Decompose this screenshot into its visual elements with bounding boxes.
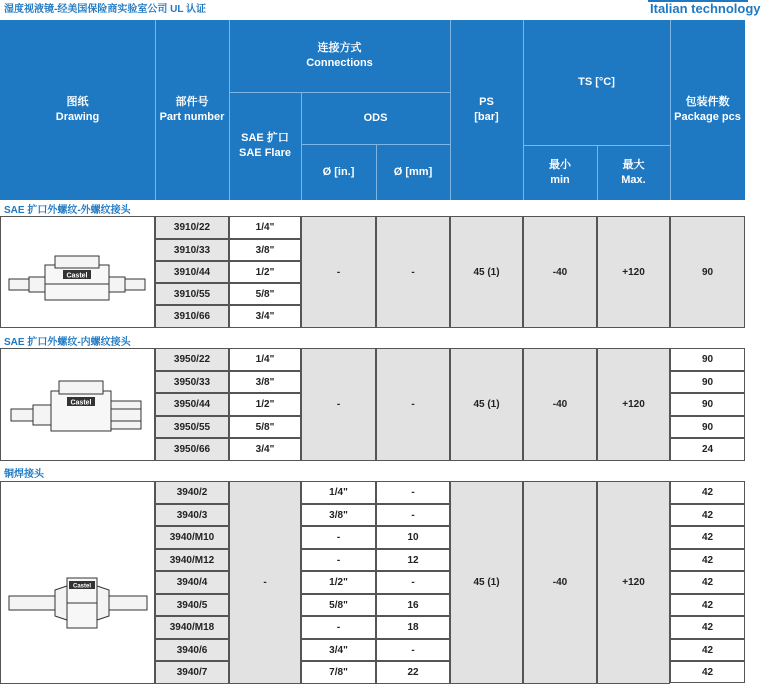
ps-cell: 45 (1) [450,216,523,328]
ods-inch-cell: - [301,216,376,328]
ods-inch-cell: 5/8" [301,594,376,616]
ods-mm-cell: - [376,571,450,594]
ods-mm-cell: - [376,639,450,661]
drawing-cell [0,481,155,684]
header-pkg-cn: 包装件数 [685,96,730,108]
part-number-cell: 3940/4 [155,571,229,594]
header-divider [229,92,450,93]
sae-flare-cell: 3/8" [229,371,301,393]
header-divider [376,144,377,200]
header-divider [670,20,671,200]
part-number-cell: 3940/7 [155,661,229,684]
sae-flare-cell: 1/2" [229,393,301,416]
ods-inch-cell: 3/4" [301,639,376,661]
header-ps-unit: [bar] [474,111,499,123]
header-divider [523,145,670,146]
section-title: SAE 扩口外螺纹-内螺纹接头 [4,337,131,348]
header-ps-label: PS [479,96,494,108]
package-cell: 42 [670,661,745,683]
header-connections [229,20,450,92]
package-cell: 42 [670,639,745,661]
ts-min-cell: -40 [523,481,597,684]
header-max-cn: 最大 [622,158,645,171]
header-divider [155,20,156,200]
ods-inch-cell: - [301,616,376,639]
package-cell: 42 [670,549,745,571]
package-cell: 42 [670,504,745,526]
header-pkg-en: Package pcs [674,111,741,123]
drawing-logo-text: Castel [72,583,91,589]
header-conn-en: Connections [306,57,373,69]
package-cell: 42 [670,571,745,594]
header-drawing-cn: 图纸 [66,96,89,108]
header-min-cn: 最小 [549,158,571,171]
drawing-logo-text: Castel [65,272,88,280]
part-number-cell: 3940/M18 [155,616,229,639]
package-cell: 42 [670,616,745,639]
ods-mm-cell: - [376,216,450,328]
ods-mm-cell: - [376,348,450,461]
sae-flare-cell: 3/4" [229,305,301,328]
sae-flare-cell: 3/8" [229,239,301,261]
section-title: SAE 扩口外螺纹-外螺纹接头 [4,205,131,216]
sight-glass-male-female-drawing [3,353,153,457]
ods-mm-cell: 18 [376,616,450,639]
sae-flare-cell: 1/4" [229,348,301,371]
ts-min-cell: -40 [523,216,597,328]
ods-inch-cell: 1/2" [301,571,376,594]
ts-max-cell: +120 [597,348,670,461]
brand-tagline: Italian technology [650,1,761,16]
header-ods [301,92,450,144]
ods-mm-cell: 22 [376,661,450,684]
ods-inch-cell: 1/4" [301,481,376,504]
header-ts-max [597,145,670,200]
header-part-number [155,20,229,200]
part-number-cell: 3940/M10 [155,526,229,549]
header-ts [523,20,670,145]
ods-mm-cell: - [376,481,450,504]
header-sae-en: SAE Flare [239,147,291,159]
ods-mm-cell: 12 [376,549,450,571]
part-number-cell: 3940/2 [155,481,229,504]
part-number-cell: 3910/55 [155,283,229,305]
header-inch-label: Ø [in.] [322,165,355,178]
header-divider [597,145,598,200]
ods-inch-cell: 7/8" [301,661,376,684]
header-conn-cn: 连接方式 [317,42,362,54]
ts-min-cell: -40 [523,348,597,461]
header-ts-label: TS [°C] [578,76,615,88]
header-ods-inch [301,144,376,200]
package-cell: 90 [670,348,745,371]
header-ods-label: ODS [363,111,388,124]
header-part-en: Part number [159,111,225,123]
header-max-en: Max. [621,173,646,186]
ts-max-cell: +120 [597,216,670,328]
header-ts-min [523,145,597,200]
ods-mm-cell: - [376,504,450,526]
header-sae-cn: SAE 扩口 [241,132,289,144]
part-number-cell: 3940/M12 [155,549,229,571]
sae-flare-cell: 5/8" [229,416,301,438]
ods-inch-cell: - [301,526,376,549]
package-cell: 42 [670,481,745,504]
package-cell: 90 [670,416,745,438]
header-divider [450,20,451,200]
sae-flare-cell: 3/4" [229,438,301,461]
header-sae-flare [229,92,301,200]
part-number-cell: 3950/44 [155,393,229,416]
ts-max-cell: +120 [597,481,670,684]
sae-flare-cell: 1/4" [229,216,301,239]
ods-inch-cell: 3/8" [301,504,376,526]
ps-cell: 45 (1) [450,348,523,461]
package-cell: 90 [670,393,745,416]
part-number-cell: 3910/44 [155,261,229,283]
part-number-cell: 3940/6 [155,639,229,661]
package-cell: 90 [670,216,745,328]
sae-flare-cell: - [229,481,301,684]
header-package [670,20,745,200]
sae-flare-cell: 1/2" [229,261,301,283]
part-number-cell: 3950/33 [155,371,229,393]
ps-cell: 45 (1) [450,481,523,684]
header-drawing [0,20,155,200]
package-cell: 42 [670,594,745,616]
document-title: 湿度视液镜-经美国保险商实验室公司 UL 认证 [4,4,207,15]
part-number-cell: 3910/22 [155,216,229,239]
drawing-cell [0,216,155,328]
section-title: 铜焊接头 [4,469,44,480]
sight-glass-male-male-drawing [3,222,153,322]
header-ps [450,20,523,200]
header-ods-mm [376,144,450,200]
part-number-cell: 3950/55 [155,416,229,438]
package-cell: 42 [670,526,745,549]
header-drawing-en: Drawing [55,111,100,123]
part-number-cell: 3910/66 [155,305,229,328]
ods-mm-cell: 10 [376,526,450,549]
header-min-en: min [550,173,570,186]
part-number-cell: 3940/3 [155,504,229,526]
header-mm-label: Ø [mm] [393,165,433,178]
sight-glass-solder-drawing [3,488,153,678]
ods-inch-cell: - [301,348,376,461]
part-number-cell: 3950/22 [155,348,229,371]
sae-flare-cell: 5/8" [229,283,301,305]
drawing-logo-text: Castel [69,399,92,406]
ods-inch-cell: - [301,549,376,571]
ods-mm-cell: 16 [376,594,450,616]
drawing-cell [0,348,155,461]
part-number-cell: 3940/5 [155,594,229,616]
package-cell: 24 [670,438,745,461]
header-divider [229,20,230,200]
part-number-cell: 3950/66 [155,438,229,461]
package-cell: 90 [670,371,745,393]
header-divider [523,20,524,200]
header-divider [301,144,450,145]
header-divider [301,92,302,200]
part-number-cell: 3910/33 [155,239,229,261]
header-part-cn: 部件号 [175,96,209,108]
